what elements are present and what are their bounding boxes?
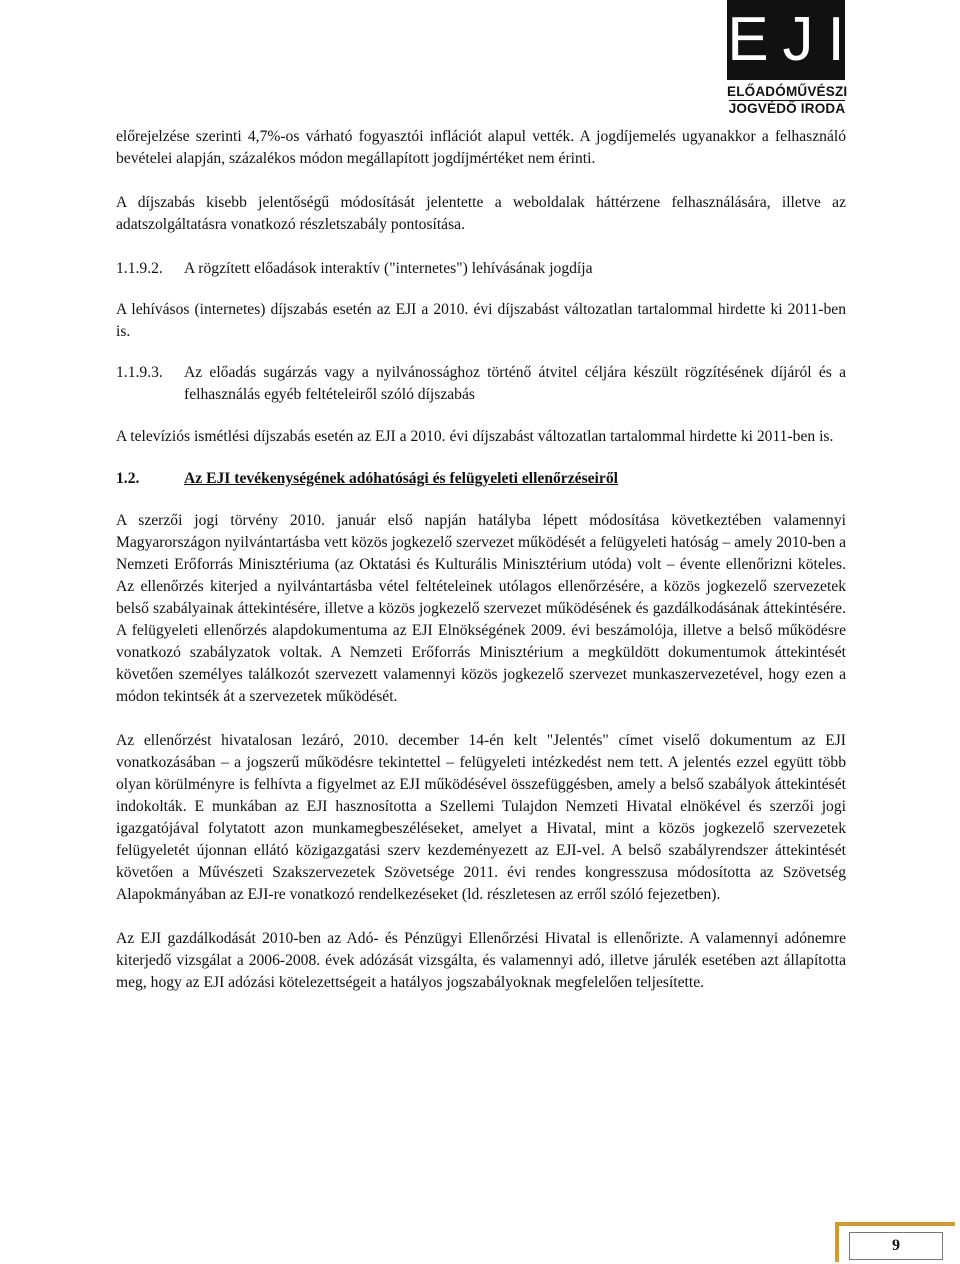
section-title: Az EJI tevékenységének adóhatósági és felügyeleti ellenőrzéseiről <box>184 470 618 487</box>
paragraph-5: A szerzői jogi törvény 2010. január első napján hatályba lépett módosítása következtében valamennyi Magyarországon nyilvántartásba vett közös jogkezelő szervezet működését a felügyeleti hatóság – amely 2010-ben a Nemzeti Erőforrás Minisztériuma (az Oktatási és Kulturális Minisztérium utóda) volt – évente ellenőrizni köteles. Az ellenőrzés kiterjed a nyilvántartásba vétel feltételeinek utólagos ellenőrzésére, a közös jogkezelő szervezetek belső szabályainak áttekintésére, illetve a közös jogkezelő szervezet működésének és gazdálkodásának áttekintésére. A felügyeleti ellenőrzés alapdokumentuma az EJI Elnökségének 2009. évi beszámolója, illetve a belső működésre vonatkozó szabályzatok voltak. A Nemzeti Erőforrás Minisztérium a megküldött dokumentumok áttekintését követően személyes találkozót szervezett valamennyi közös jogkezelő szervezet munkaszervezetével, hogy ezen a módon tekintsék át a szervezetek működését. <box>116 512 846 705</box>
section-number: 1.2. <box>116 470 140 487</box>
section-1-2 <box>116 468 846 490</box>
logo-block <box>727 0 859 80</box>
paragraph-4: A televíziós ismétlési díjszabás esetén az EJI a 2010. évi díjszabást változatlan tartalommal hirdette ki 2011-ben is. <box>116 428 834 445</box>
section-1-1-9-2 <box>116 258 846 280</box>
logo-line-1: ELŐADÓMŰVÉSZI <box>727 84 848 99</box>
page-footer <box>835 1222 957 1264</box>
section-number: 1.1.9.2. <box>116 260 163 277</box>
page-number: 9 <box>849 1232 943 1260</box>
paragraph-7: Az EJI gazdálkodását 2010-ben az Adó- és Pénzügyi Ellenőrzési Hivatal is ellenőrizte. A valamennyi adónemre kiterjedő vizsgálat a 2006-2008. évek adózását vizsgálta, és valamennyi adó, illetve járulék esetében azt állapította meg, hogy az EJI adózási kötelezettségeit a hatályos jogszabályoknak megfelelően teljesítette. <box>116 930 846 991</box>
section-1-1-9-3 <box>116 362 846 406</box>
document-body <box>116 126 846 994</box>
logo-line-2: JOGVÉDŐ IRODA <box>728 101 846 116</box>
section-number: 1.1.9.3. <box>116 364 163 381</box>
section-title: Az előadás sugárzás vagy a nyilvánossághoz történő átvitel céljára készült rögzítésének díjáról és a felhasználás egyéb feltételeiről szóló díjszabás <box>184 364 846 403</box>
paragraph-3: A lehívásos (internetes) díjszabás esetén az EJI a 2010. évi díjszabást változatlan tartalommal hirdette ki 2011-ben is. <box>116 301 846 340</box>
paragraph-2: A díjszabás kisebb jelentőségű módosítását jelentette a weboldalak háttérzene felhasználására, illetve az adatszolgáltatásra vonatkozó részletszabály pontosítása. <box>116 194 846 233</box>
eji-logo <box>727 0 859 120</box>
logo-letters: EJI <box>727 5 859 74</box>
paragraph-1: előrejelzése szerinti 4,7%-os várható fogyasztói inflációt alapul vették. A jogdíjemelés ugyanakkor a felhasználó bevételei alapján, százalékos módon megállapított jogdíjmértéket nem érinti. <box>116 128 846 167</box>
paragraph-6: Az ellenőrzést hivatalosan lezáró, 2010. december 14-én kelt "Jelentés" címet viselő dokumentum az EJI vonatkozásában – a jogszerű működésre tekintettel – felügyeleti intézkedést nem tett. A jelentés ezzel együtt több olyan körülményre is felhívta a figyelmet az EJI működésével összefüggésben, amely a belső szabályok áttekintését indokolták. E munkában az EJI hasznosította a Szellemi Tulajdon Nemzeti Hivatal elnökével és szerzői jogi igazgatójával folytatott azon munkamegbeszéléseket, amelyet a Hivatal, mint a közös jogkezelő szervezetek felügyeletét újonnan ellátó közigazgatási szerv kezdeményezett az EJI-vel. A belső szabályrendszer áttekintését követően a Művészeti Szakszervezetek Szövetsége 2011. évi rendes kongresszusa módosította az Szövetség Alapokmányában az EJI-re vonatkozó rendelkezéseket (ld. részletesen az erről szóló fejezetben). <box>116 732 846 903</box>
section-title: A rögzített előadások interaktív ("internetes") lehívásának jogdíja <box>184 260 593 277</box>
